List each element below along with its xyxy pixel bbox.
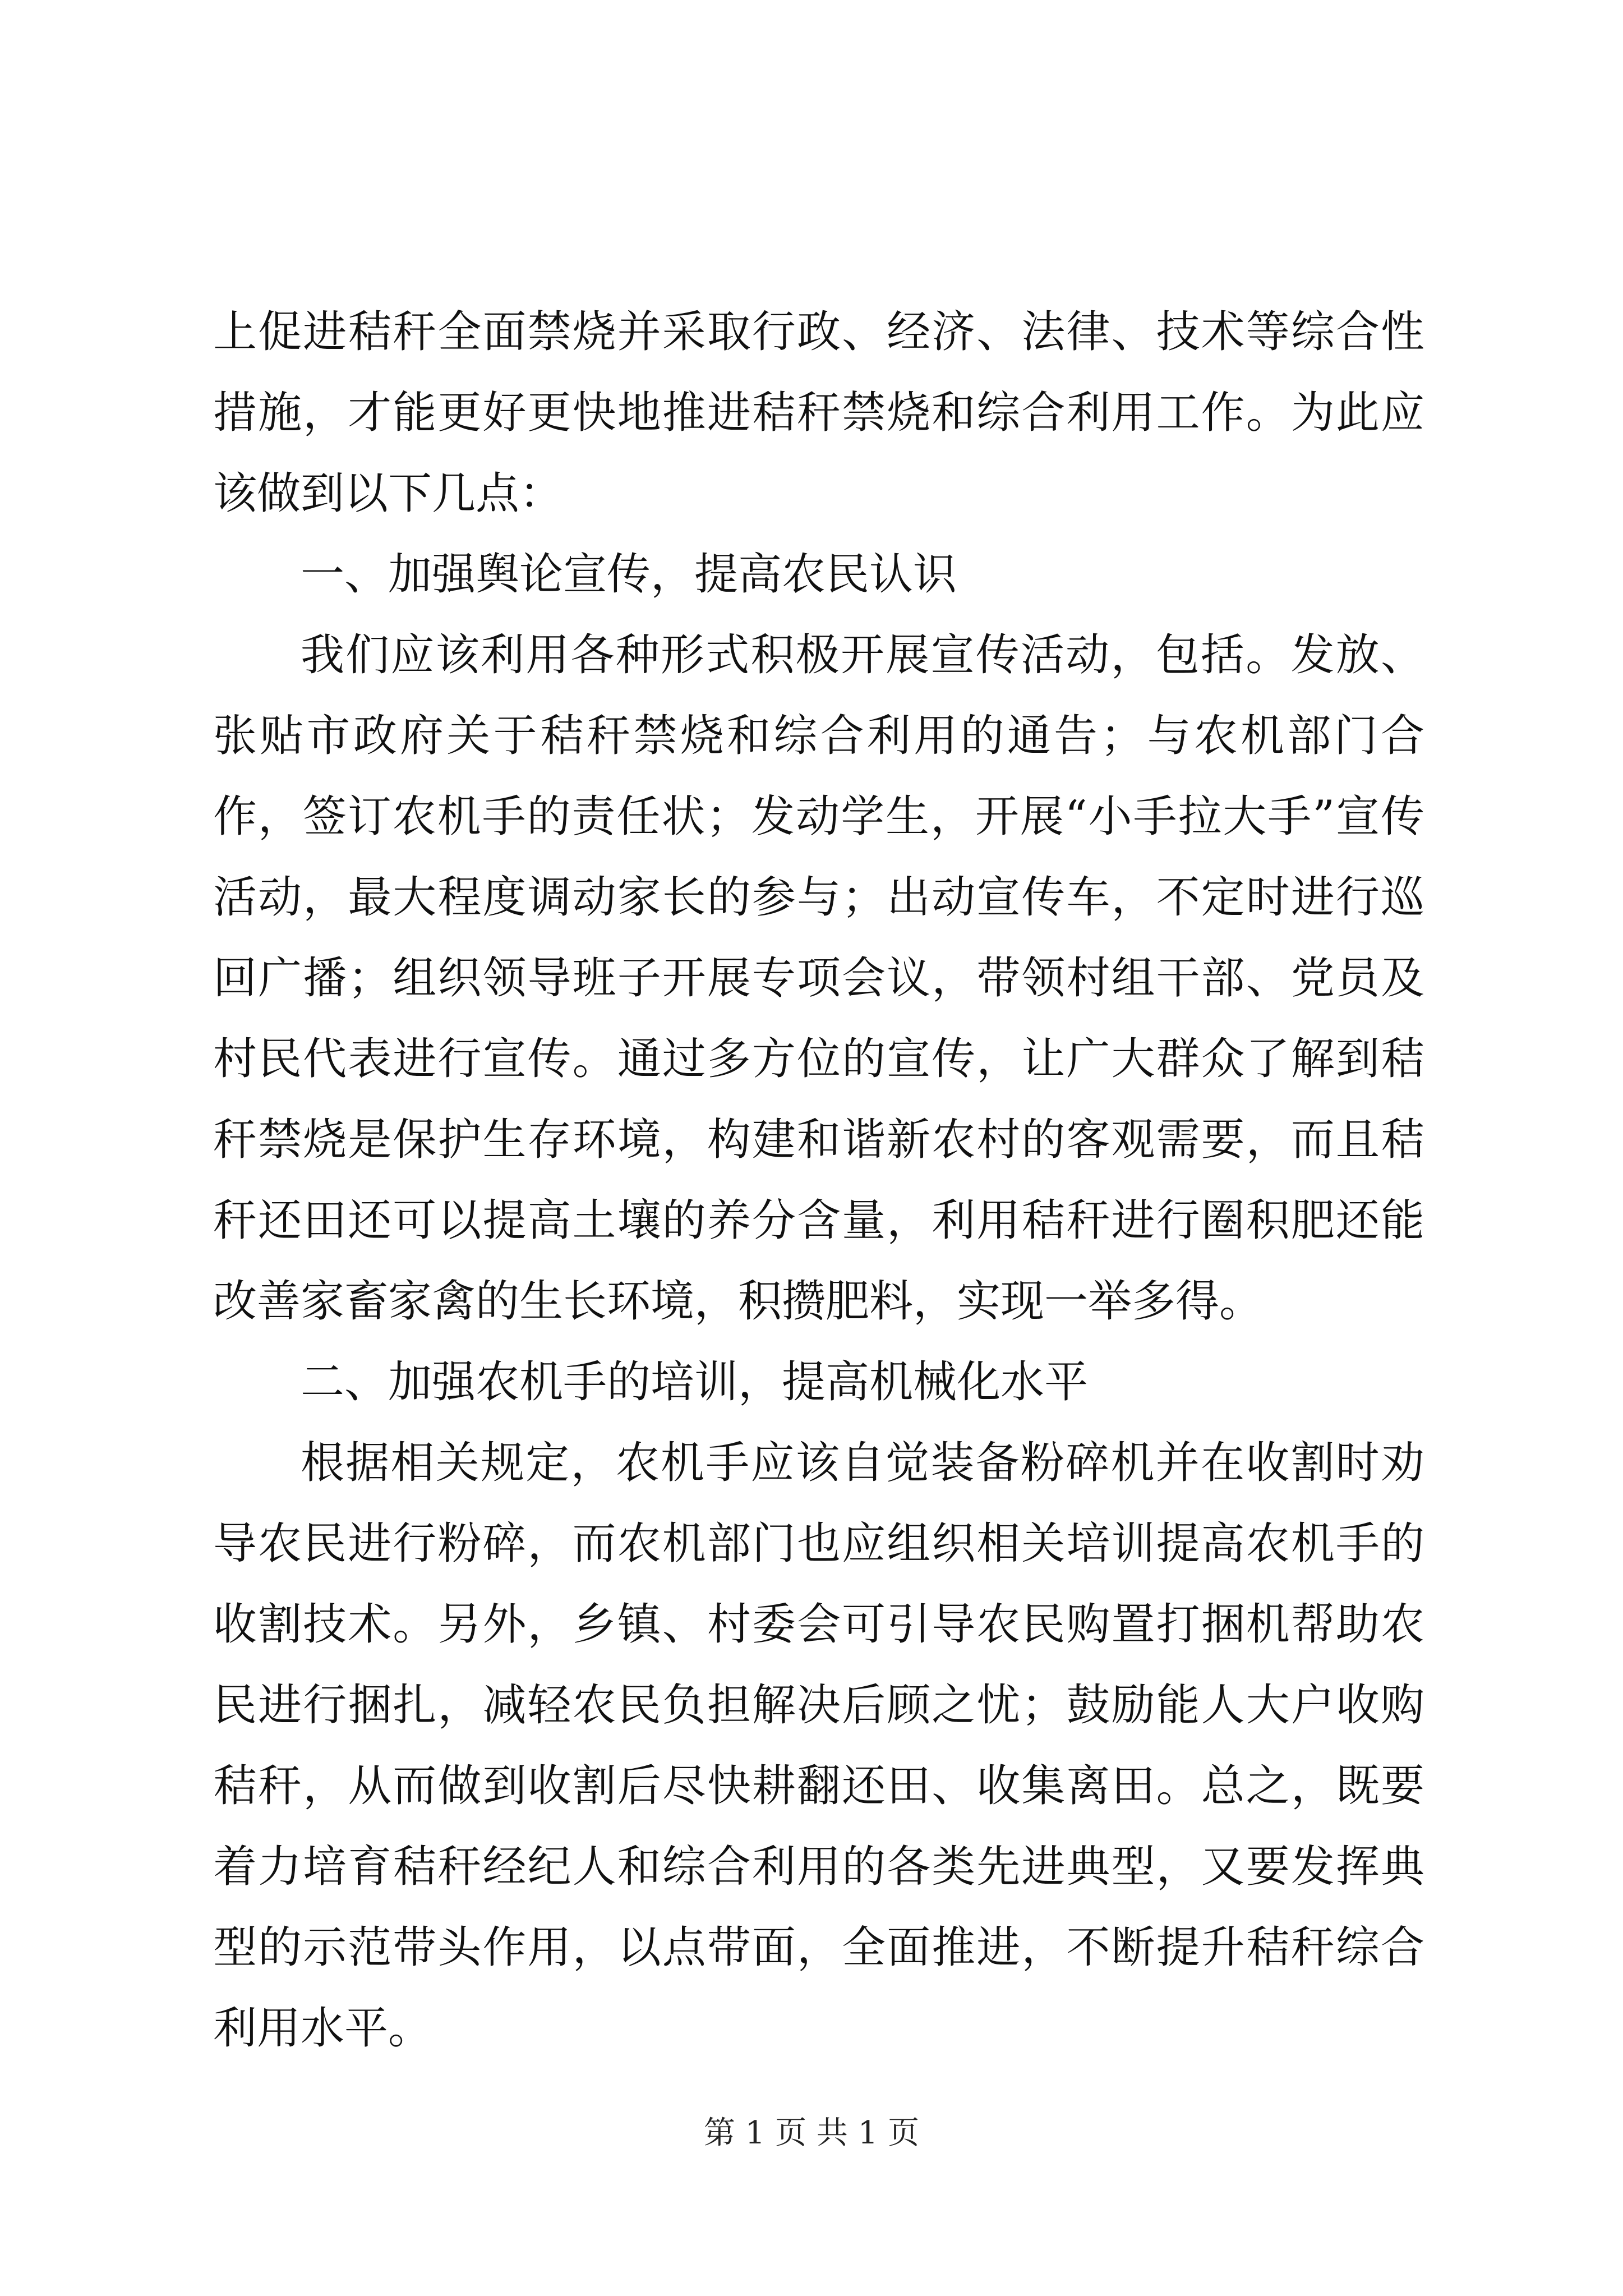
section-heading-2: 二、加强农机手的培训，提高机械化水平 <box>301 1357 1089 1407</box>
paragraph-training: 根据相关规定，农机手应该自觉装备粉碎机并在收割时劝导农民进行粉碎，而农机部门也应组织相关培训提高农机手的收割技术。另外，乡镇、村委会可引导农民购置打捆机帮助农民进行捆扎，减轻农民负担解决后顾之忧；鼓励能人大户收购秸秆，从而做到收割后尽快耕翻还田、收集离田。总之，既要着力培育秸秆经纪人和综合利用的各类先进典型，又要发挥典型的示范带头作用，以点带面，全面推进，不断提升秸秆综合利用水平。 <box>213 1438 1424 2054</box>
document-body <box>213 292 1424 2069</box>
section-heading-1: 一、加强舆论宣传，提高农民认识 <box>301 549 957 600</box>
page-footer: 第 1 页 共 1 页 <box>703 2115 920 2151</box>
paragraph-continuation: 上促进秸秆全面禁烧并采取行政、经济、法律、技术等综合性措施，才能更好更快地推进秸秆禁烧和综合利用工作。为此应该做到以下几点： <box>213 307 1424 519</box>
paragraph-publicity: 我们应该利用各种形式积极开展宣传活动，包括。发放、张贴市政府关于秸秆禁烧和综合利用的通告；与农机部门合作，签订农机手的责任状；发动学生，开展“小手拉大手”宣传活动，最大程度调动家长的参与；出动宣传车，不定时进行巡回广播；组织领导班子开展专项会议，带领村组干部、党员及村民代表进行宣传。通过多方位的宣传，让广大群众了解到秸秆禁烧是保护生存环境，构建和谐新农村的客观需要，而且秸秆还田还可以提高土壤的养分含量，利用秸秆进行圈积肥还能改善家畜家禽的生长环境，积攒肥料，实现一举多得。 <box>213 630 1424 1327</box>
